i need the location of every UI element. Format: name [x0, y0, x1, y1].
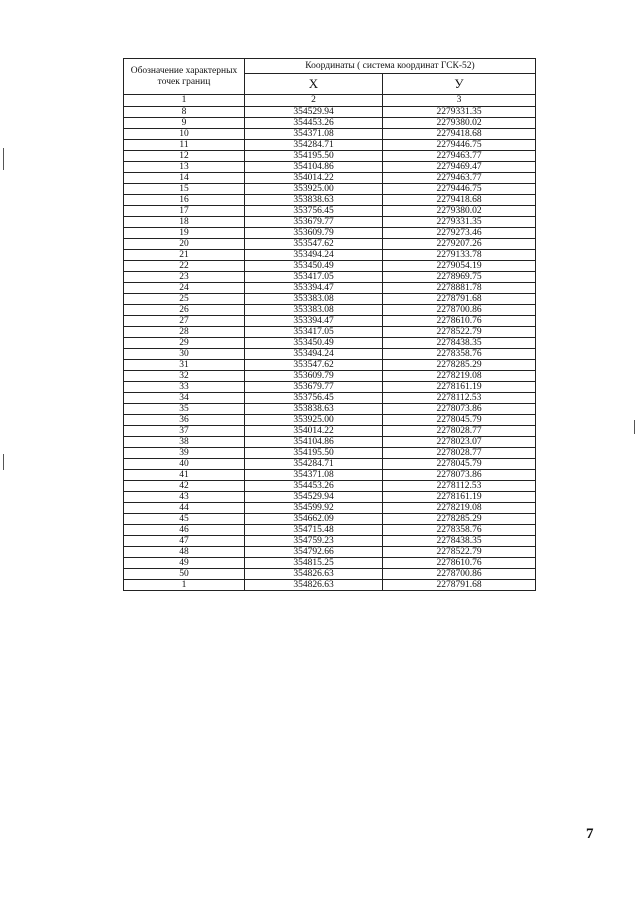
table-row: [124, 338, 536, 349]
point-id-cell: 47: [124, 536, 245, 547]
point-id-cell: 8: [124, 107, 245, 118]
y-coordinate-cell: 2278438.35: [383, 536, 536, 547]
y-coordinate-cell: 2278522.79: [383, 547, 536, 558]
table-row: [124, 250, 536, 261]
point-id-cell: 41: [124, 470, 245, 481]
x-coordinate-cell: 353925.00: [245, 184, 383, 195]
header-coordinates: Координаты ( система координат ГСК-52): [245, 59, 536, 74]
table-row: [124, 162, 536, 173]
x-coordinate-cell: 354284.71: [245, 459, 383, 470]
point-id-cell: 9: [124, 118, 245, 129]
point-id-cell: 14: [124, 173, 245, 184]
point-id-cell: 46: [124, 525, 245, 536]
point-id-cell: 20: [124, 239, 245, 250]
y-coordinate-cell: 2278358.76: [383, 349, 536, 360]
table-row: [124, 404, 536, 415]
y-coordinate-cell: 2278969.75: [383, 272, 536, 283]
table-row: [124, 206, 536, 217]
x-coordinate-cell: 354715.48: [245, 525, 383, 536]
table-row: [124, 316, 536, 327]
table-row: [124, 217, 536, 228]
y-coordinate-cell: 2278610.76: [383, 316, 536, 327]
y-coordinate-cell: 2279207.26: [383, 239, 536, 250]
table-row: [124, 228, 536, 239]
point-id-cell: 21: [124, 250, 245, 261]
point-id-cell: 12: [124, 151, 245, 162]
table-row: [124, 140, 536, 151]
point-id-cell: 32: [124, 371, 245, 382]
x-coordinate-cell: 354759.23: [245, 536, 383, 547]
x-coordinate-cell: 353450.49: [245, 261, 383, 272]
header-col-number-2: 2: [245, 95, 383, 107]
x-coordinate-cell: 354371.08: [245, 129, 383, 140]
point-id-cell: 24: [124, 283, 245, 294]
y-coordinate-cell: 2279331.35: [383, 217, 536, 228]
table-row: [124, 283, 536, 294]
x-coordinate-cell: 353417.05: [245, 327, 383, 338]
y-coordinate-cell: 2279446.75: [383, 184, 536, 195]
x-coordinate-cell: 354529.94: [245, 492, 383, 503]
y-coordinate-cell: 2278791.68: [383, 580, 536, 591]
table-row: [124, 151, 536, 162]
y-coordinate-cell: 2278610.76: [383, 558, 536, 569]
x-coordinate-cell: 354014.22: [245, 173, 383, 184]
y-coordinate-cell: 2278438.35: [383, 338, 536, 349]
x-coordinate-cell: 354453.26: [245, 481, 383, 492]
table-row: [124, 382, 536, 393]
x-coordinate-cell: 354104.86: [245, 162, 383, 173]
y-coordinate-cell: 2278881.78: [383, 283, 536, 294]
y-coordinate-cell: 2278285.29: [383, 514, 536, 525]
point-id-cell: 43: [124, 492, 245, 503]
point-id-cell: 23: [124, 272, 245, 283]
x-coordinate-cell: 353547.62: [245, 239, 383, 250]
y-coordinate-cell: 2278522.79: [383, 327, 536, 338]
table-row: [124, 558, 536, 569]
point-id-cell: 22: [124, 261, 245, 272]
table-row: [124, 525, 536, 536]
y-coordinate-cell: 2279380.02: [383, 118, 536, 129]
y-coordinate-cell: 2278028.77: [383, 426, 536, 437]
table-row: [124, 349, 536, 360]
x-coordinate-cell: 354104.86: [245, 437, 383, 448]
table-row: [124, 448, 536, 459]
x-coordinate-cell: 353756.45: [245, 393, 383, 404]
point-id-cell: 37: [124, 426, 245, 437]
scan-mark: [634, 420, 635, 434]
point-id-cell: 27: [124, 316, 245, 327]
y-coordinate-cell: 2278112.53: [383, 393, 536, 404]
y-coordinate-cell: 2278219.08: [383, 371, 536, 382]
x-coordinate-cell: 353838.63: [245, 195, 383, 206]
y-coordinate-cell: 2278073.86: [383, 404, 536, 415]
y-coordinate-cell: 2279380.02: [383, 206, 536, 217]
y-coordinate-cell: 2278045.79: [383, 459, 536, 470]
point-id-cell: 36: [124, 415, 245, 426]
y-coordinate-cell: 2278045.79: [383, 415, 536, 426]
y-coordinate-cell: 2279463.77: [383, 151, 536, 162]
y-coordinate-cell: 2278791.68: [383, 294, 536, 305]
y-coordinate-cell: 2279469.47: [383, 162, 536, 173]
table-row: [124, 514, 536, 525]
scan-mark: [3, 148, 4, 170]
table-row: [124, 305, 536, 316]
x-coordinate-cell: 354529.94: [245, 107, 383, 118]
x-coordinate-cell: 353394.47: [245, 316, 383, 327]
point-id-cell: 19: [124, 228, 245, 239]
point-id-cell: 16: [124, 195, 245, 206]
y-coordinate-cell: 2278358.76: [383, 525, 536, 536]
y-coordinate-cell: 2278073.86: [383, 470, 536, 481]
table-row: [124, 261, 536, 272]
table-row: [124, 360, 536, 371]
table-row: [124, 239, 536, 250]
table-row: [124, 536, 536, 547]
y-coordinate-cell: 2278161.19: [383, 382, 536, 393]
table-row: [124, 580, 536, 591]
x-coordinate-cell: 353494.24: [245, 349, 383, 360]
table-row: [124, 459, 536, 470]
header-y: У: [383, 74, 536, 95]
point-id-cell: 48: [124, 547, 245, 558]
table-row: [124, 492, 536, 503]
y-coordinate-cell: 2279273.46: [383, 228, 536, 239]
table-row: [124, 415, 536, 426]
y-coordinate-cell: 2279463.77: [383, 173, 536, 184]
table-row: [124, 547, 536, 558]
table-row: [124, 371, 536, 382]
point-id-cell: 17: [124, 206, 245, 217]
y-coordinate-cell: 2278028.77: [383, 448, 536, 459]
point-id-cell: 25: [124, 294, 245, 305]
table-row: [124, 294, 536, 305]
table-row: [124, 195, 536, 206]
y-coordinate-cell: 2278700.86: [383, 305, 536, 316]
x-coordinate-cell: 353547.62: [245, 360, 383, 371]
table-row: [124, 503, 536, 514]
table-body: [124, 107, 536, 591]
point-id-cell: 33: [124, 382, 245, 393]
point-id-cell: 29: [124, 338, 245, 349]
y-coordinate-cell: 2278161.19: [383, 492, 536, 503]
point-id-cell: 44: [124, 503, 245, 514]
table-row: [124, 184, 536, 195]
y-coordinate-cell: 2279133.78: [383, 250, 536, 261]
point-id-cell: 40: [124, 459, 245, 470]
point-id-cell: 30: [124, 349, 245, 360]
header-x: X: [245, 74, 383, 95]
y-coordinate-cell: 2278112.53: [383, 481, 536, 492]
x-coordinate-cell: 354195.50: [245, 448, 383, 459]
x-coordinate-cell: 354453.26: [245, 118, 383, 129]
table-row: [124, 470, 536, 481]
point-id-cell: 45: [124, 514, 245, 525]
x-coordinate-cell: 354195.50: [245, 151, 383, 162]
y-coordinate-cell: 2279446.75: [383, 140, 536, 151]
point-id-cell: 50: [124, 569, 245, 580]
x-coordinate-cell: 353494.24: [245, 250, 383, 261]
point-id-cell: 18: [124, 217, 245, 228]
x-coordinate-cell: 353925.00: [245, 415, 383, 426]
x-coordinate-cell: 354826.63: [245, 580, 383, 591]
table-row: [124, 118, 536, 129]
table-row: [124, 107, 536, 118]
x-coordinate-cell: 353394.47: [245, 283, 383, 294]
x-coordinate-cell: 354014.22: [245, 426, 383, 437]
point-id-cell: 15: [124, 184, 245, 195]
x-coordinate-cell: 354371.08: [245, 470, 383, 481]
x-coordinate-cell: 353450.49: [245, 338, 383, 349]
table-row: [124, 426, 536, 437]
table-row: [124, 327, 536, 338]
x-coordinate-cell: 354826.63: [245, 569, 383, 580]
table-row: [124, 173, 536, 184]
point-id-cell: 39: [124, 448, 245, 459]
point-id-cell: 26: [124, 305, 245, 316]
table-row: [124, 393, 536, 404]
point-id-cell: 11: [124, 140, 245, 151]
header-col-number-3: 3: [383, 95, 536, 107]
y-coordinate-cell: 2278285.29: [383, 360, 536, 371]
x-coordinate-cell: 354662.09: [245, 514, 383, 525]
x-coordinate-cell: 353383.08: [245, 294, 383, 305]
x-coordinate-cell: 353383.08: [245, 305, 383, 316]
x-coordinate-cell: 353609.79: [245, 228, 383, 239]
table-row: [124, 569, 536, 580]
y-coordinate-cell: 2279418.68: [383, 129, 536, 140]
x-coordinate-cell: 353417.05: [245, 272, 383, 283]
point-id-cell: 1: [124, 580, 245, 591]
y-coordinate-cell: 2278700.86: [383, 569, 536, 580]
x-coordinate-cell: 354792.66: [245, 547, 383, 558]
scan-mark: [3, 454, 4, 470]
point-id-cell: 28: [124, 327, 245, 338]
x-coordinate-cell: 353756.45: [245, 206, 383, 217]
point-id-cell: 10: [124, 129, 245, 140]
x-coordinate-cell: 353679.77: [245, 217, 383, 228]
y-coordinate-cell: 2279054.19: [383, 261, 536, 272]
header-col-number-1: 1: [124, 95, 245, 107]
coordinates-table: [123, 58, 536, 591]
y-coordinate-cell: 2279418.68: [383, 195, 536, 206]
point-id-cell: 42: [124, 481, 245, 492]
x-coordinate-cell: 353679.77: [245, 382, 383, 393]
table-row: [124, 129, 536, 140]
point-id-cell: 35: [124, 404, 245, 415]
point-id-cell: 38: [124, 437, 245, 448]
table-row: [124, 481, 536, 492]
point-id-cell: 13: [124, 162, 245, 173]
point-id-cell: 34: [124, 393, 245, 404]
y-coordinate-cell: 2279331.35: [383, 107, 536, 118]
x-coordinate-cell: 354815.25: [245, 558, 383, 569]
x-coordinate-cell: 353838.63: [245, 404, 383, 415]
page-number: 7: [586, 826, 594, 842]
header-designation: Обозначение характерных точек границ: [124, 59, 245, 95]
table-row: [124, 272, 536, 283]
x-coordinate-cell: 354599.92: [245, 503, 383, 514]
y-coordinate-cell: 2278219.08: [383, 503, 536, 514]
point-id-cell: 31: [124, 360, 245, 371]
table-row: [124, 437, 536, 448]
point-id-cell: 49: [124, 558, 245, 569]
y-coordinate-cell: 2278023.07: [383, 437, 536, 448]
x-coordinate-cell: 353609.79: [245, 371, 383, 382]
x-coordinate-cell: 354284.71: [245, 140, 383, 151]
